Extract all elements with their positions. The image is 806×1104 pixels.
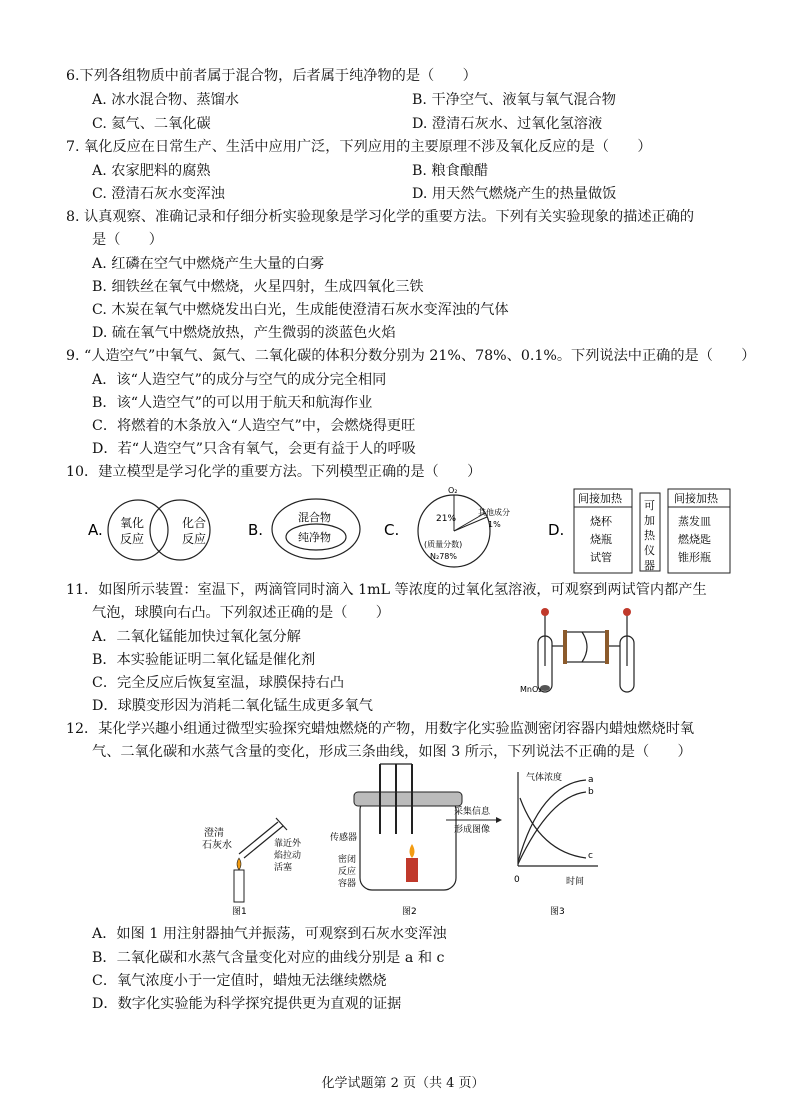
- candle: [406, 858, 418, 882]
- q11-apparatus-figure: [520, 606, 650, 698]
- q11-option-b: B．本实验能证明二氧化锰是催化剂: [92, 652, 316, 668]
- fig1-left-1: 澄清: [204, 828, 224, 839]
- glass-tube: [564, 632, 608, 662]
- curve-b: [518, 792, 586, 864]
- q9-option-c: C．将燃着的木条放入“人造空气”中，会燃烧得更旺: [92, 418, 416, 434]
- q10-d-mid-4: 仪: [644, 544, 655, 557]
- q12-option-c: C．氧气浓度小于一定值时，蜡烛无法继续燃烧: [92, 973, 387, 989]
- q10-c-other1: 其他成分: [478, 508, 510, 517]
- q10-a-left-line2: 反应: [120, 532, 145, 546]
- fig3-b: b: [588, 787, 594, 797]
- q10-d-mid-2: 加: [644, 514, 655, 527]
- q9-option-a: A．该“人造空气”的成分与空气的成分完全相同: [92, 372, 387, 388]
- fig2-c3: 容器: [338, 879, 357, 889]
- fig1-right-1: 靠近外: [274, 839, 302, 849]
- fig1-right-2: 焰拉动: [274, 851, 302, 861]
- pie-divider-2: [454, 517, 487, 531]
- fig1-left-2: 石灰水: [202, 840, 232, 851]
- combination-circle: [150, 500, 210, 560]
- fig1-right-3: 活塞: [274, 863, 293, 873]
- q7-option-b: B. 粮食酿醋: [412, 163, 489, 179]
- q10-c-mass: (质量分数): [424, 540, 463, 549]
- q10-a-right-line2: 反应: [182, 532, 207, 546]
- q10-d-mid-3: 热: [644, 529, 655, 542]
- fig2-collect1: 采集信息: [454, 807, 491, 817]
- fig3-a: a: [588, 775, 594, 785]
- fig3-caption: 图3: [550, 907, 565, 917]
- q12-stem-line2: 气、二氧化碳和水蒸气含量的变化，形成三条曲线，如图 3 所示，下列说法不正确的是（ ）: [92, 744, 692, 760]
- fig3-ylabel: 气体浓度: [526, 773, 563, 783]
- q10-models-figure: [80, 485, 760, 575]
- fig1-syringe-candle: [202, 818, 302, 917]
- q11-stem-line2: 气泡，球膜向右凸。下列叙述正确的是（ ）: [92, 605, 390, 621]
- fig3-concentration-graph: [514, 771, 598, 917]
- q10-c-21: 21%: [436, 514, 457, 524]
- q10-d-right-3: 锥形瓶: [678, 551, 711, 564]
- q10-c-n2: N₂78%: [430, 552, 457, 561]
- q12-figures: [190, 762, 610, 917]
- q10-d-right-1: 蒸发皿: [678, 515, 711, 528]
- q11-mno2-label: MnO₂: [520, 685, 542, 694]
- q10-model-a-label: A.: [88, 521, 103, 539]
- q10-d-mid-5: 器: [644, 559, 655, 572]
- fig2-c2: 反应: [338, 867, 357, 877]
- q6-option-d: D. 澄清石灰水、过氧化氢溶液: [412, 116, 603, 132]
- curve-a: [518, 780, 586, 862]
- fig3-c: c: [588, 851, 593, 861]
- q6-option-c: C. 氦气、二氧化碳: [92, 116, 211, 132]
- right-dropper-bulb: [623, 608, 631, 616]
- q6-option-b: B. 干净空气、液氧与氧气混合物: [412, 92, 616, 108]
- q10-model-d-label: D.: [548, 521, 565, 539]
- q10-stem: 10．建立模型是学习化学的重要方法。下列模型正确的是（ ）: [66, 464, 482, 480]
- q7-option-a: A. 农家肥料的腐熟: [92, 163, 211, 179]
- q10-d-mid-1: 可: [644, 499, 655, 512]
- q10-d-right-2: 燃烧匙: [678, 533, 711, 546]
- fig2-caption: 图2: [402, 907, 417, 917]
- q8-stem-line1: 8. 认真观察、准确记录和仔细分析实验现象是学习化学的重要方法。下列有关实验现象的描述正确的: [66, 209, 695, 225]
- q10-a-right-line1: 化合: [182, 516, 207, 530]
- fig3-xlabel: 时间: [566, 877, 585, 887]
- q9-stem: 9. “人造空气”中氧气、氮气、二氧化碳的体积分数分别为 21%、78%、0.1%。下列说法中正确的是（ ）: [66, 348, 756, 364]
- q8-option-b: B. 细铁丝在氧气中燃烧，火星四射，生成四氧化三铁: [92, 279, 424, 295]
- q8-option-c: C. 木炭在氧气中燃烧发出白光，生成能使澄清石灰水变浑浊的气体: [92, 302, 509, 318]
- q6-stem: 6.下列各组物质中前者属于混合物，后者属于纯净物的是（ ）: [66, 68, 477, 84]
- q12-option-d: D．数字化实验能为科学探究提供更为直观的证据: [92, 996, 402, 1012]
- q10-d-head-left: 间接加热: [578, 492, 622, 505]
- q10-d-head-right: 间接加热: [674, 492, 718, 505]
- q10-model-b-label: B.: [248, 521, 264, 539]
- q8-option-d: D. 硫在氧气中燃烧放热，产生微弱的淡蓝色火焰: [92, 325, 396, 341]
- q10-c-o2: O₂: [448, 486, 458, 495]
- q6-option-a: A. 冰水混合物、蒸馏水: [92, 92, 239, 108]
- q8-stem-line2: 是（ ）: [92, 232, 163, 248]
- q10-b-outer-label: 混合物: [298, 511, 331, 524]
- left-dropper-bulb: [541, 608, 549, 616]
- q10-model-c-label: C.: [384, 521, 400, 539]
- q9-option-b: B．该“人造空气”的可以用于航天和航海作业: [92, 395, 373, 411]
- q11-option-c: C．完全反应后恢复室温，球膜保持右凸: [92, 675, 345, 691]
- q10-d-left-2: 烧瓶: [590, 533, 612, 546]
- fig2-collect2: 形成图像: [454, 825, 491, 835]
- q7-option-d: D. 用天然气燃烧产生的热量做饭: [412, 186, 617, 202]
- q12-stem-line1: 12．某化学兴趣小组通过微型实验探究蜡烛燃烧的产物，用数字化实验监测密闭容器内蜡烛燃烧时氧: [66, 721, 695, 737]
- q10-d-left-1: 烧杯: [590, 515, 612, 528]
- q10-c-other2: 1%: [488, 520, 501, 529]
- page-footer: 化学试题第 2 页（共 4 页）: [321, 1076, 485, 1091]
- q10-d-left-3: 试管: [590, 551, 612, 564]
- mno2-powder: [540, 685, 550, 691]
- q11-option-a: A．二氧化锰能加快过氧化氢分解: [92, 629, 301, 645]
- fig2-sealed-container: [330, 764, 502, 917]
- fig2-c1: 密闭: [338, 855, 357, 865]
- q10-b-inner-label: 纯净物: [298, 531, 331, 544]
- q8-option-a: A. 红磷在空气中燃烧产生大量的白雾: [92, 256, 325, 272]
- q7-option-c: C. 澄清石灰水变浑浊: [92, 186, 225, 202]
- q11-option-d: D．球膜变形因为消耗二氧化锰生成更多氧气: [92, 698, 373, 714]
- q7-stem: 7. 氧化反应在日常生产、生活中应用广泛，下列应用的主要原理不涉及氧化反应的是（ ）: [66, 139, 652, 155]
- fig1-caption: 图1: [232, 907, 247, 917]
- q11-stem-line1: 11．如图所示装置：室温下，两滴管同时滴入 1mL 等浓度的过氧化氢溶液，可观察到两试管内都产生: [66, 582, 707, 598]
- fig2-sensor: 传感器: [330, 833, 358, 843]
- balloon-membrane: [582, 632, 587, 662]
- q12-option-b: B．二氧化碳和水蒸气含量变化对应的曲线分别是 a 和 c: [92, 950, 445, 966]
- q12-option-a: A．如图 1 用注射器抽气并振荡，可观察到石灰水变浑浊: [92, 926, 447, 942]
- fig3-origin: 0: [514, 875, 520, 885]
- q9-option-d: D．若“人造空气”只含有氧气，会更有益于人的呼吸: [92, 441, 416, 457]
- q10-a-left-line1: 氧化: [120, 516, 145, 530]
